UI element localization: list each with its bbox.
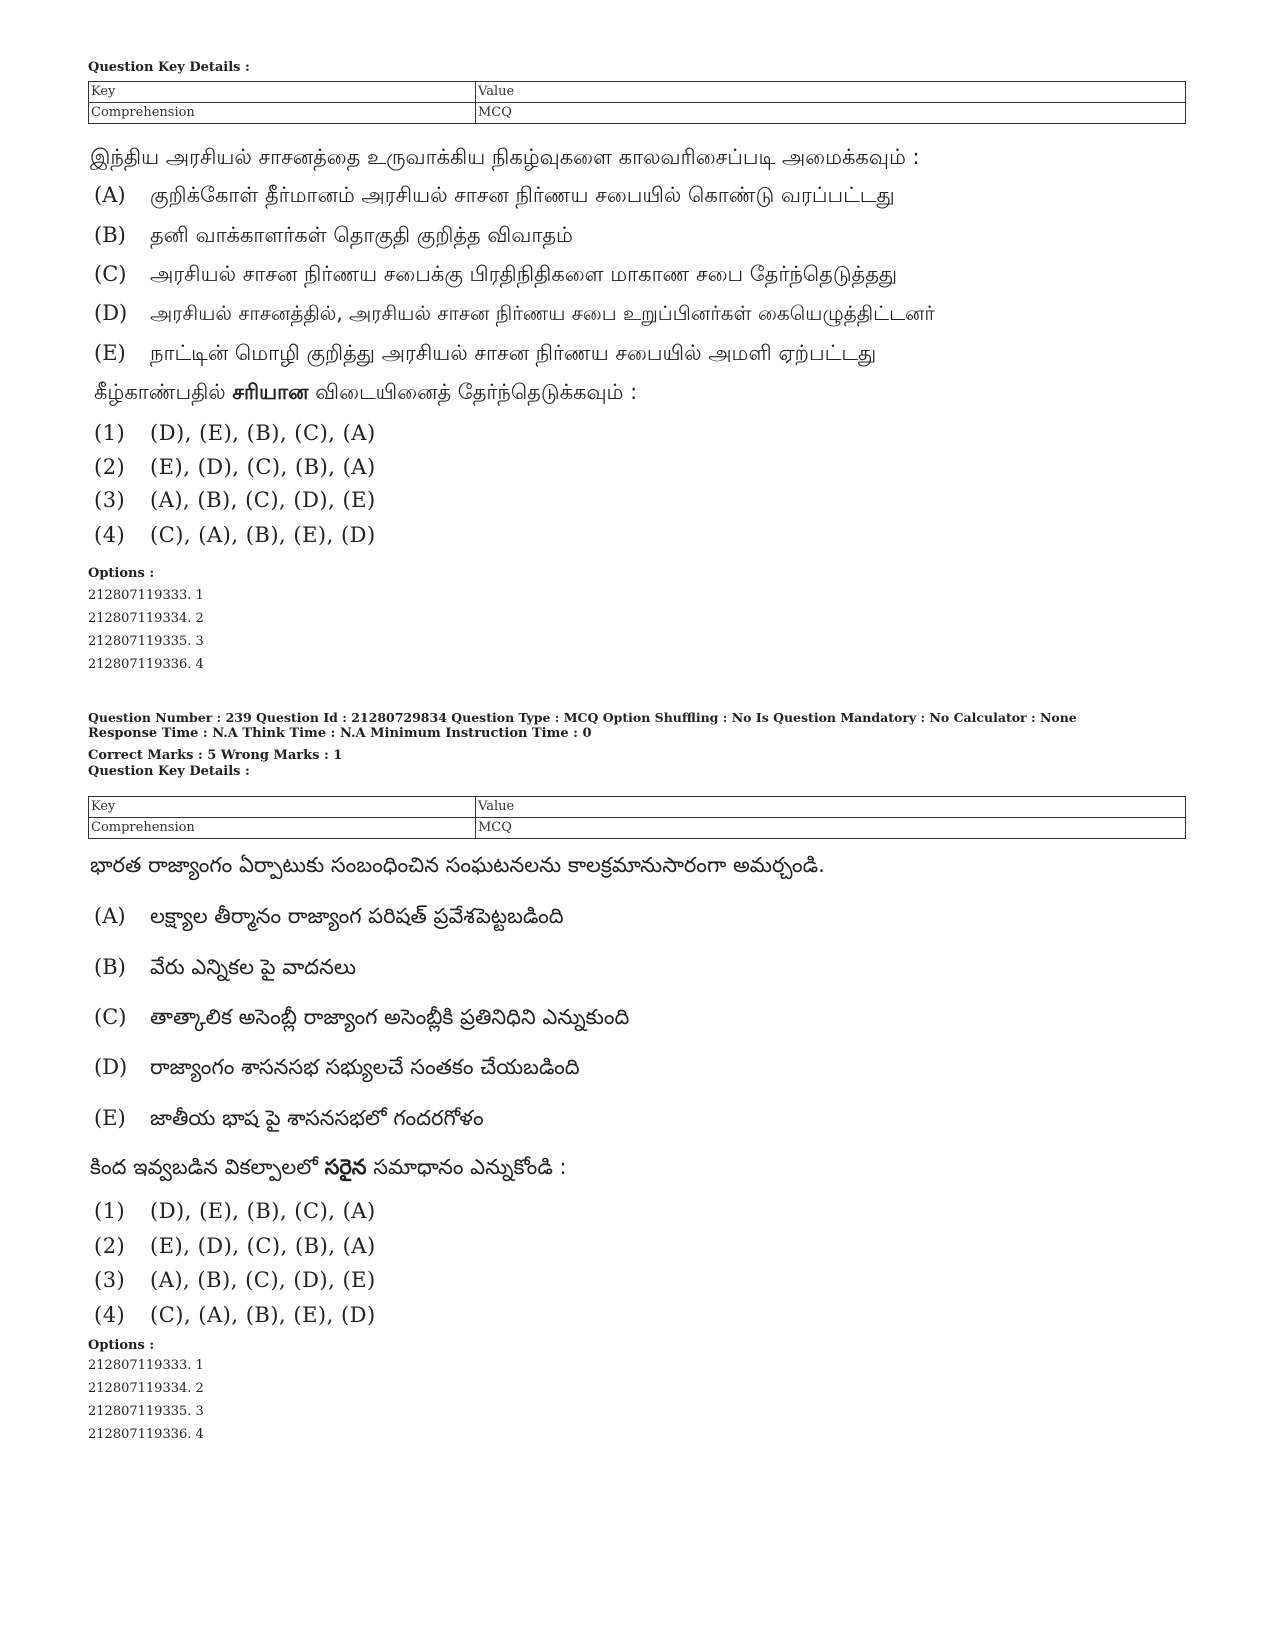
q1-answer-3 <box>88 487 1188 513</box>
q1-answer-1 <box>88 420 1188 446</box>
table-cell: Comprehension <box>89 103 476 124</box>
q2-statement-b <box>88 954 1188 980</box>
statement-text: குறிக்கோள் தீர்மானம் அரசியல் சாசன நிர்ணய சபையில் கொண்டு வரப்பட்டது <box>150 183 895 207</box>
table-header-row <box>89 797 1186 818</box>
q2-options-title: Options : <box>88 1338 155 1353</box>
q1-statement-d <box>88 300 1188 326</box>
statement-text: జాతీయ భాష పై శాసనసభలో గందరగోళం <box>150 1106 484 1130</box>
list-item: 212807119334. 2 <box>88 1381 204 1396</box>
statement-label: (B) <box>94 223 126 247</box>
q1-options-block <box>88 566 1188 680</box>
q2-statement-c <box>88 1004 1188 1030</box>
q2-answer-3 <box>88 1267 1188 1293</box>
list-item: 212807119335. 3 <box>88 1404 204 1419</box>
q2-key-details-title: Question Key Details : <box>88 764 250 779</box>
q2-answer-4 <box>88 1302 1188 1328</box>
answer-label: (2) <box>94 1234 126 1258</box>
q1-choose-instruction <box>94 379 1194 405</box>
q2-meta <box>88 710 1188 780</box>
statement-text: లక్ష్యాల తీర్మానం రాజ్యాంగ పరిషత్ ప్రవేశపెట్టబడింది <box>150 904 564 928</box>
instruction-text: கீழ்காண்பதில் <box>94 380 233 404</box>
answer-text: (C), (A), (B), (E), (D) <box>150 1303 376 1327</box>
statement-label: (E) <box>94 1106 126 1130</box>
q1-key-table <box>88 81 1186 124</box>
statement-label: (B) <box>94 955 126 979</box>
q2-key-table <box>88 796 1186 839</box>
q1-options-list <box>88 588 1188 680</box>
statement-text: நாட்டின் மொழி குறித்து அரசியல் சாசன நிர்ணய சபையில் அமளி ஏற்பட்டது <box>150 341 877 365</box>
q2-options-block <box>88 1338 1188 1450</box>
q1-options-title: Options : <box>88 566 155 581</box>
answer-text: (D), (E), (B), (C), (A) <box>150 421 376 445</box>
statement-label: (D) <box>94 1055 128 1079</box>
table-cell: Comprehension <box>89 818 476 839</box>
list-item: 212807119333. 1 <box>88 588 204 603</box>
q1-statement-b <box>88 222 1188 248</box>
instruction-emphasis: సరైన <box>324 1155 367 1179</box>
answer-text: (A), (B), (C), (D), (E) <box>150 488 376 512</box>
answer-label: (4) <box>94 523 126 547</box>
list-item: 212807119336. 4 <box>88 657 204 672</box>
q1-statement-c <box>88 261 1188 287</box>
q2-question-body <box>88 852 1188 1332</box>
table-cell: Value <box>476 797 1186 818</box>
q2-key-table-wrap <box>88 796 1188 839</box>
answer-text: (C), (A), (B), (E), (D) <box>150 523 376 547</box>
answer-text: (D), (E), (B), (C), (A) <box>150 1199 376 1223</box>
q2-statement-e <box>88 1105 1188 1131</box>
table-cell: Value <box>476 82 1186 103</box>
list-item: 212807119335. 3 <box>88 634 204 649</box>
table-row <box>89 103 1186 124</box>
q1-question-body <box>88 140 1188 560</box>
statement-text: రాజ్యాంగం శాసనసభ సభ్యులచే సంతకం చేయబడింది <box>150 1055 580 1079</box>
q1-statement-e <box>88 340 1188 366</box>
q2-question-stem: భారత రాజ్యాంగం ఏర్పాటుకు సంబంధించిన సంఘటనలను కాలక్రమానుసారంగా అమర్చండి. <box>90 853 825 877</box>
answer-label: (1) <box>94 1199 126 1223</box>
q1-key-details-title: Question Key Details : <box>88 60 250 75</box>
q1-key-table-wrap <box>88 81 1188 124</box>
instruction-text: కింద ఇవ్వబడిన వికల్పాలలో <box>90 1155 325 1179</box>
list-item: 212807119336. 4 <box>88 1427 204 1442</box>
q2-choose-instruction <box>90 1154 1190 1180</box>
q2-options-list <box>88 1358 1188 1450</box>
table-cell: MCQ <box>476 103 1186 124</box>
answer-label: (4) <box>94 1303 126 1327</box>
statement-label: (D) <box>94 301 128 325</box>
statement-label: (C) <box>94 262 127 286</box>
table-row <box>89 818 1186 839</box>
answer-label: (2) <box>94 455 126 479</box>
statement-text: அரசியல் சாசனத்தில், அரசியல் சாசன நிர்ணய சபை உறுப்பினர்கள் கையெழுத்திட்டனர் <box>150 301 935 325</box>
statement-label: (C) <box>94 1005 127 1029</box>
q2-meta-line-1: Question Number : 239 Question Id : 21280729834 Question Type : MCQ Option Shuffling : No Is Question Mandatory : No Calculator : None <box>88 710 1077 725</box>
statement-text: அரசியல் சாசன நிர்ணய சபைக்கு பிரதிநிதிகளை மாகாண சபை தேர்ந்தெடுத்தது <box>150 262 898 286</box>
q1-answer-2 <box>88 454 1188 480</box>
q1-question-stem: இந்திய அரசியல் சாசனத்தை உருவாக்கிய நிகழ்வுகளை காலவரிசைப்படி அமைக்கவும் : <box>90 145 920 169</box>
table-header-row <box>89 82 1186 103</box>
q2-answer-2 <box>88 1233 1188 1259</box>
table-cell: MCQ <box>476 818 1186 839</box>
instruction-emphasis: சரியான <box>232 380 309 404</box>
list-item: 212807119333. 1 <box>88 1358 204 1373</box>
statement-label: (A) <box>94 183 126 207</box>
answer-text: (E), (D), (C), (B), (A) <box>150 1234 376 1258</box>
q2-meta-line-2: Response Time : N.A Think Time : N.A Minimum Instruction Time : 0 <box>88 726 592 741</box>
table-cell: Key <box>89 82 476 103</box>
list-item: 212807119334. 2 <box>88 611 204 626</box>
statement-label: (A) <box>94 904 126 928</box>
statement-text: తాత్కాలిక అసెంబ్లీ రాజ్యాంగ అసెంబ్లీకి ప్రతినిధిని ఎన్నుకుంది <box>150 1005 630 1029</box>
q2-statement-d <box>88 1054 1188 1080</box>
answer-text: (A), (B), (C), (D), (E) <box>150 1268 376 1292</box>
q1-answer-4 <box>88 522 1188 548</box>
answer-text: (E), (D), (C), (B), (A) <box>150 455 376 479</box>
statement-label: (E) <box>94 341 126 365</box>
answer-label: (3) <box>94 488 126 512</box>
answer-label: (1) <box>94 421 126 445</box>
instruction-text: సమాధానం ఎన్నుకోండి : <box>366 1155 567 1179</box>
statement-text: தனி வாக்காளர்கள் தொகுதி குறித்த விவாதம் <box>150 223 573 247</box>
q2-answer-1 <box>88 1198 1188 1224</box>
instruction-text: விடையினைத் தேர்ந்தெடுக்கவும் : <box>308 380 638 404</box>
q2-meta-line-3: Correct Marks : 5 Wrong Marks : 1 <box>88 748 343 763</box>
statement-text: వేరు ఎన్నికల పై వాదనలు <box>150 955 357 979</box>
q2-statement-a <box>88 903 1188 929</box>
answer-label: (3) <box>94 1268 126 1292</box>
q1-statement-a <box>88 182 1188 208</box>
table-cell: Key <box>89 797 476 818</box>
